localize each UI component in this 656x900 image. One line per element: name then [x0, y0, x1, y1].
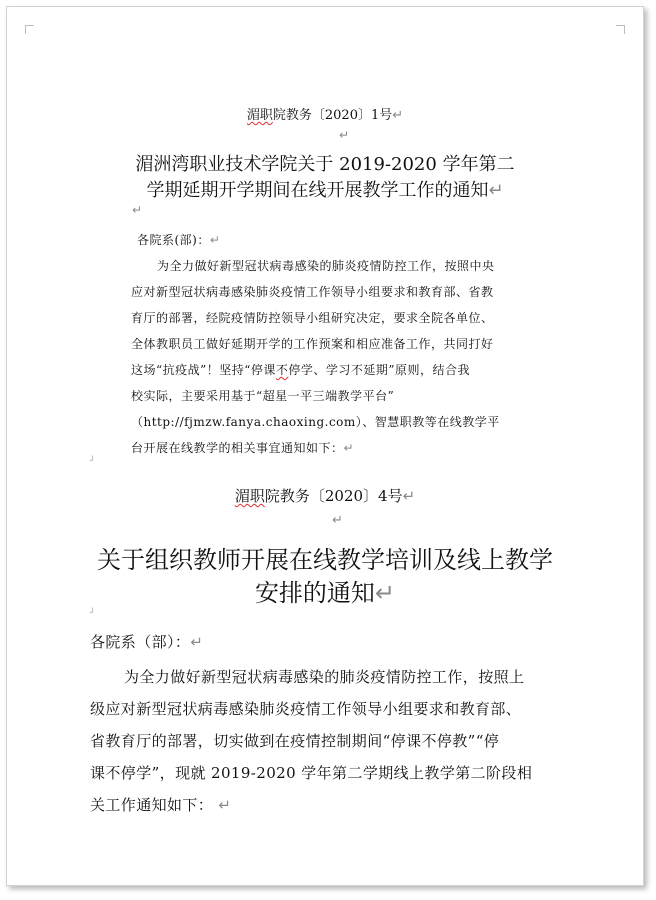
spellcheck-underline: 不: [275, 363, 289, 377]
notice2-doc-number-text: 院教务〔2020〕4号: [264, 487, 403, 505]
body-line: 关工作通知如下： ↵: [90, 796, 232, 814]
body-line: 全体教职员工做好延期开学的工作预案和相应准备工作，共同打好: [131, 337, 494, 351]
empty-paragraph-mark: ↵: [332, 513, 343, 528]
notice2-doc-number-spellcheck: 湄职: [234, 487, 265, 505]
body-line: 为全力做好新型冠状病毒感染的肺炎疫情防控工作，按照中央: [157, 259, 495, 273]
body-line: 台开展在线教学的相关事宜通知如下：↵: [131, 441, 355, 455]
body-line: （http://fjmzw.fanya.chaoxing.com）、智慧职教等在线教学平: [131, 415, 500, 429]
body-line: 为全力做好新型冠状病毒感染的肺炎疫情防控工作，按照上: [124, 668, 525, 686]
paragraph-mark: ↵: [343, 441, 355, 455]
notice1-title-line1: 湄洲湾职业技术学院关于 2019-2020 学年第二: [135, 154, 515, 175]
body-line: 级应对新型冠状病毒感染肺炎疫情工作领导小组要求和教育部、: [90, 700, 522, 718]
section-break-mark: ┘: [90, 456, 95, 465]
empty-paragraph-mark: ↵: [339, 128, 350, 142]
body-line: 省教育厅的部署，切实做到在疫情控制期间“停课不停教”“停: [90, 732, 500, 750]
body-line: 课不停学”，现就 2019-2020 学年第二学期线上教学第二阶段相: [90, 764, 533, 782]
body-line: 应对新型冠状病毒感染肺炎疫情工作领导小组要求和教育部、省教: [131, 285, 494, 299]
notice1-doc-number-text: 院教务〔2020〕1号: [272, 108, 393, 123]
document-page: [6, 6, 644, 886]
body-line: 育厅的部署，经院疫情防控领导小组研究决定，要求全院各单位、: [131, 311, 494, 325]
empty-paragraph-mark: ↵: [132, 203, 143, 217]
paragraph-mark: ↵: [213, 796, 232, 814]
notice2-salutation: 各院系（部）：↵: [90, 633, 204, 651]
body-line: 校实际，主要采用基于“超星一平三端教学平台”: [131, 389, 395, 403]
notice1-doc-number-spellcheck: 湄职: [246, 108, 273, 123]
page-corner-mark: [616, 25, 625, 34]
section-break-mark: ┘: [90, 608, 95, 617]
notice1-doc-number: 湄职院教务〔2020〕1号↵: [246, 108, 404, 123]
notice2-title-line2: 安排的通知↵: [254, 579, 396, 607]
body-line: 这场“抗疫战”！坚持“停课不停学、学习不延期”原则，结合我: [131, 363, 471, 377]
notice1-salutation: 各院系(部)：↵: [137, 233, 221, 247]
notice2-doc-number: 湄职院教务〔2020〕4号↵: [234, 487, 416, 505]
notice2-title-line1: 关于组织教师开展在线教学培训及线上教学: [97, 546, 553, 574]
page-corner-mark: [25, 25, 34, 34]
notice1-title-line2: 学期延期开学期间在线开展教学工作的通知↵: [146, 180, 504, 201]
